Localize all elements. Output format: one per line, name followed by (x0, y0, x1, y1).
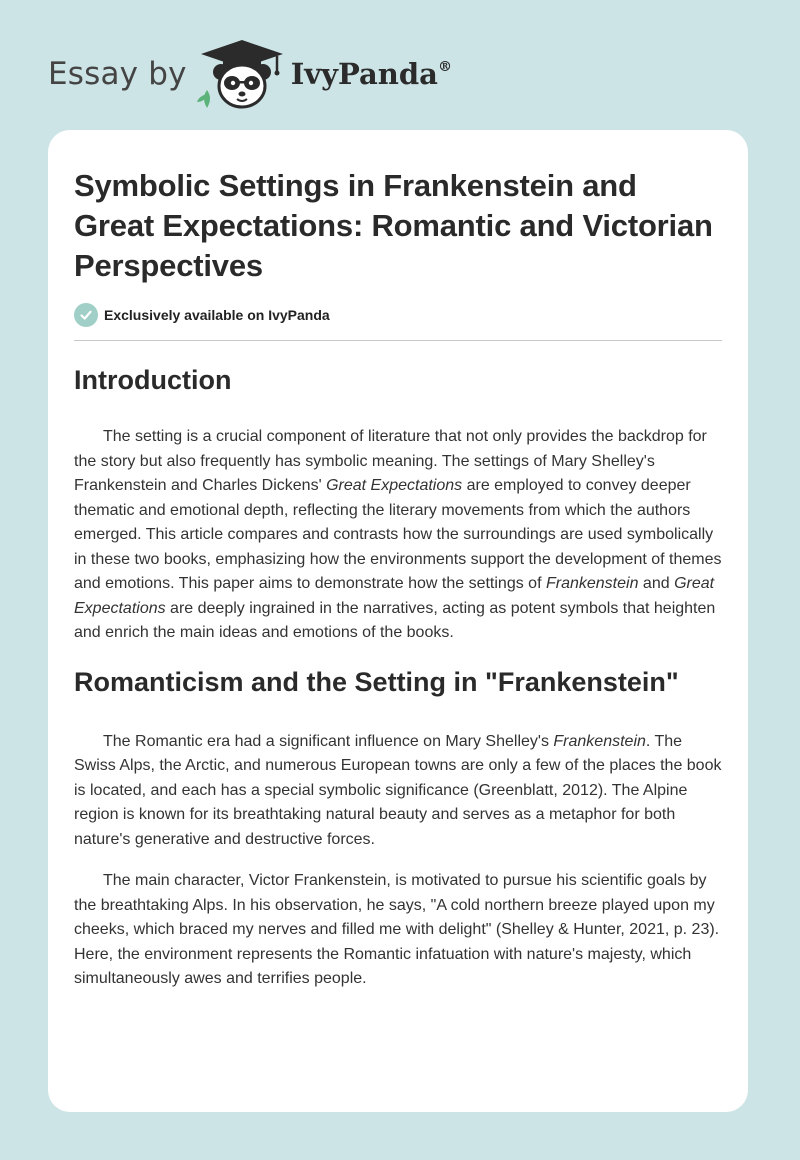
paragraph: The setting is a crucial component of literature that not only provides the backdrop for the story but also frequently has symbolic meaning. The settings of Mary Shelley's Frankenstein and Charles Dickens' Great Expectations are employed to convey deeper thematic and emotional depth, reflecting the literary movements from which the authors emerged. This article compares and contrasts how the surroundings are used symbolically in these two books, emphasizing how the environments support the development of themes and emotions. This paper aims to demonstrate how the settings of Frankenstein and Great Expectations are deeply ingrained in the narratives, acting as potent symbols that heighten and enrich the main ideas and emotions of the books. (74, 428, 722, 641)
site-header (48, 34, 488, 114)
exclusive-label: Exclusively available on IvyPanda (104, 307, 330, 323)
essay-by-label: Essay by (48, 56, 187, 92)
essay-title: Symbolic Settings in Frankenstein and Great Expectations: Romantic and Victorian Perspectives (74, 168, 713, 283)
registered-mark: ® (437, 59, 452, 75)
section-heading-introduction: Introduction (74, 365, 232, 395)
ivypanda-wordmark[interactable]: IvyPanda® (290, 57, 452, 91)
check-circle-icon (74, 303, 98, 327)
panda-graduate-logo-icon (197, 38, 287, 110)
essay-card (48, 130, 748, 1112)
divider (74, 340, 722, 341)
paragraph: The main character, Victor Frankenstein, is motivated to pursue his scientific goals by the breathtaking Alps. In his observation, he says, "A cold northern breeze played upon my cheeks, which braced my nerves and filled me with delight" (Shelley & Hunter, 2021, p. 23). Here, the environment represents the Romantic infatuation with nature's majesty, which simultaneously awes and terrifies people. (74, 872, 720, 987)
section-heading-romanticism: Romanticism and the Setting in "Frankenstein" (74, 666, 679, 697)
paragraph: The Romantic era had a significant influence on Mary Shelley's Frankenstein. The Swiss Alps, the Arctic, and numerous European towns are only a few of the places the book is located, and each has a special symbolic significance (Greenblatt, 2012). The Alpine region is known for its breathtaking natural beauty and serves as a metaphor for both nature's generative and destructive forces. (74, 732, 722, 848)
exclusive-badge (74, 302, 722, 328)
